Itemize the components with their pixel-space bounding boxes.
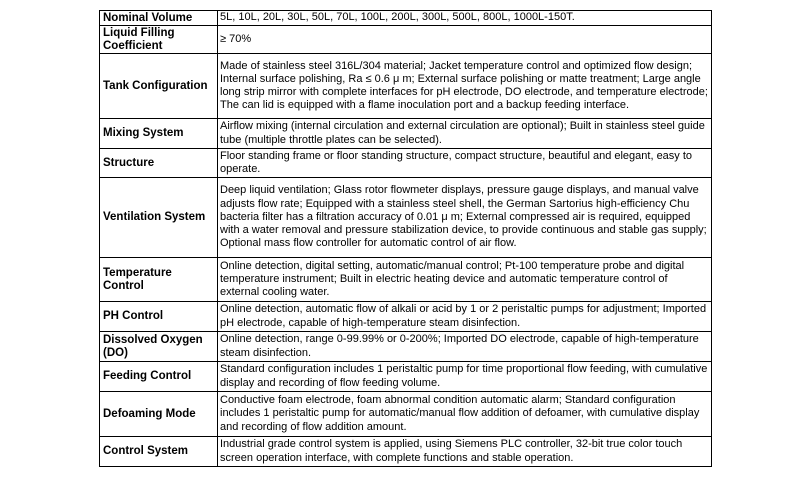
- row-label: PH Control: [100, 302, 218, 332]
- row-value: Standard configuration includes 1 peristaltic pump for time proportional flow feeding, with cumulative display and recording of flow feeding volume.: [218, 362, 712, 392]
- row-value: Online detection, range 0-99.99% or 0-200%; Imported DO electrode, capable of high-temperature steam disinfection.: [218, 332, 712, 362]
- row-value: Airflow mixing (internal circulation and external circulation are optional); Built in stainless steel guide tube (multiple throttle plates can be selected).: [218, 119, 712, 149]
- row-label: Nominal Volume: [100, 11, 218, 26]
- row-value: Online detection, automatic flow of alkali or acid by 1 or 2 peristaltic pumps for adjustment; Imported pH electrode, capable of high-temperature steam disinfection.: [218, 302, 712, 332]
- row-label: Control System: [100, 437, 218, 467]
- table-row-ventilation-system: [100, 178, 712, 258]
- table-row-defoaming-mode: [100, 392, 712, 437]
- row-value: ≥ 70%: [218, 26, 712, 54]
- table-row-tank-configuration: [100, 54, 712, 119]
- table-row-dissolved-oxygen: [100, 332, 712, 362]
- row-label: Ventilation System: [100, 178, 218, 258]
- row-label: Mixing System: [100, 119, 218, 149]
- spec-table: [99, 10, 712, 467]
- row-value: Conductive foam electrode, foam abnormal condition automatic alarm; Standard configuration includes 1 peristaltic pump for automatic/manual flow addition of defoamer, with cumulative display and recording of flow addition amount.: [218, 392, 712, 437]
- row-label: Feeding Control: [100, 362, 218, 392]
- row-label: Dissolved Oxygen (DO): [100, 332, 218, 362]
- row-label: Defoaming Mode: [100, 392, 218, 437]
- row-label: Structure: [100, 149, 218, 178]
- row-label: Liquid Filling Coefficient: [100, 26, 218, 54]
- row-value: 5L, 10L, 20L, 30L, 50L, 70L, 100L, 200L, 300L, 500L, 800L, 1000L-150T.: [218, 11, 712, 26]
- table-row-structure: [100, 149, 712, 178]
- row-label: Temperature Control: [100, 258, 218, 302]
- table-row-feeding-control: [100, 362, 712, 392]
- table-row-nominal-volume: [100, 11, 712, 26]
- row-label: Tank Configuration: [100, 54, 218, 119]
- table-row-temperature-control: [100, 258, 712, 302]
- table-row-control-system: [100, 437, 712, 467]
- row-value: Online detection, digital setting, automatic/manual control; Pt-100 temperature probe and digital temperature instrument; Built in electric heating device and automatic temperature control of external cooling water.: [218, 258, 712, 302]
- row-value: Deep liquid ventilation; Glass rotor flowmeter displays, pressure gauge displays, and manual valve adjusts flow rate; Equipped with a stainless steel shell, the German Sartorius high-efficiency Chu bacteria filter has a filtration accuracy of 0.01 μ m; External compressed air is required, equipped with a water removal and pressure stabilization device, to provide continuous and stable gas supply; Optional mass flow controller for automatic control of air flow.: [218, 178, 712, 258]
- table-row-mixing-system: [100, 119, 712, 149]
- row-value: Industrial grade control system is applied, using Siemens PLC controller, 32-bit true color touch screen operation interface, with complete functions and stable operation.: [218, 437, 712, 467]
- table-row-ph-control: [100, 302, 712, 332]
- table-row-liquid-filling-coefficient: [100, 26, 712, 54]
- row-value: Floor standing frame or floor standing structure, compact structure, beautiful and elegant, easy to operate.: [218, 149, 712, 178]
- row-value: Made of stainless steel 316L/304 material; Jacket temperature control and optimized flow design; Internal surface polishing, Ra ≤ 0.6 μ m; External surface polishing or matte treatment; Large angle long strip mirror with complete interfaces for pH electrode, DO electrode, and temperature electrode; The can lid is equipped with a flame inoculation port and a backup feeding interface.: [218, 54, 712, 119]
